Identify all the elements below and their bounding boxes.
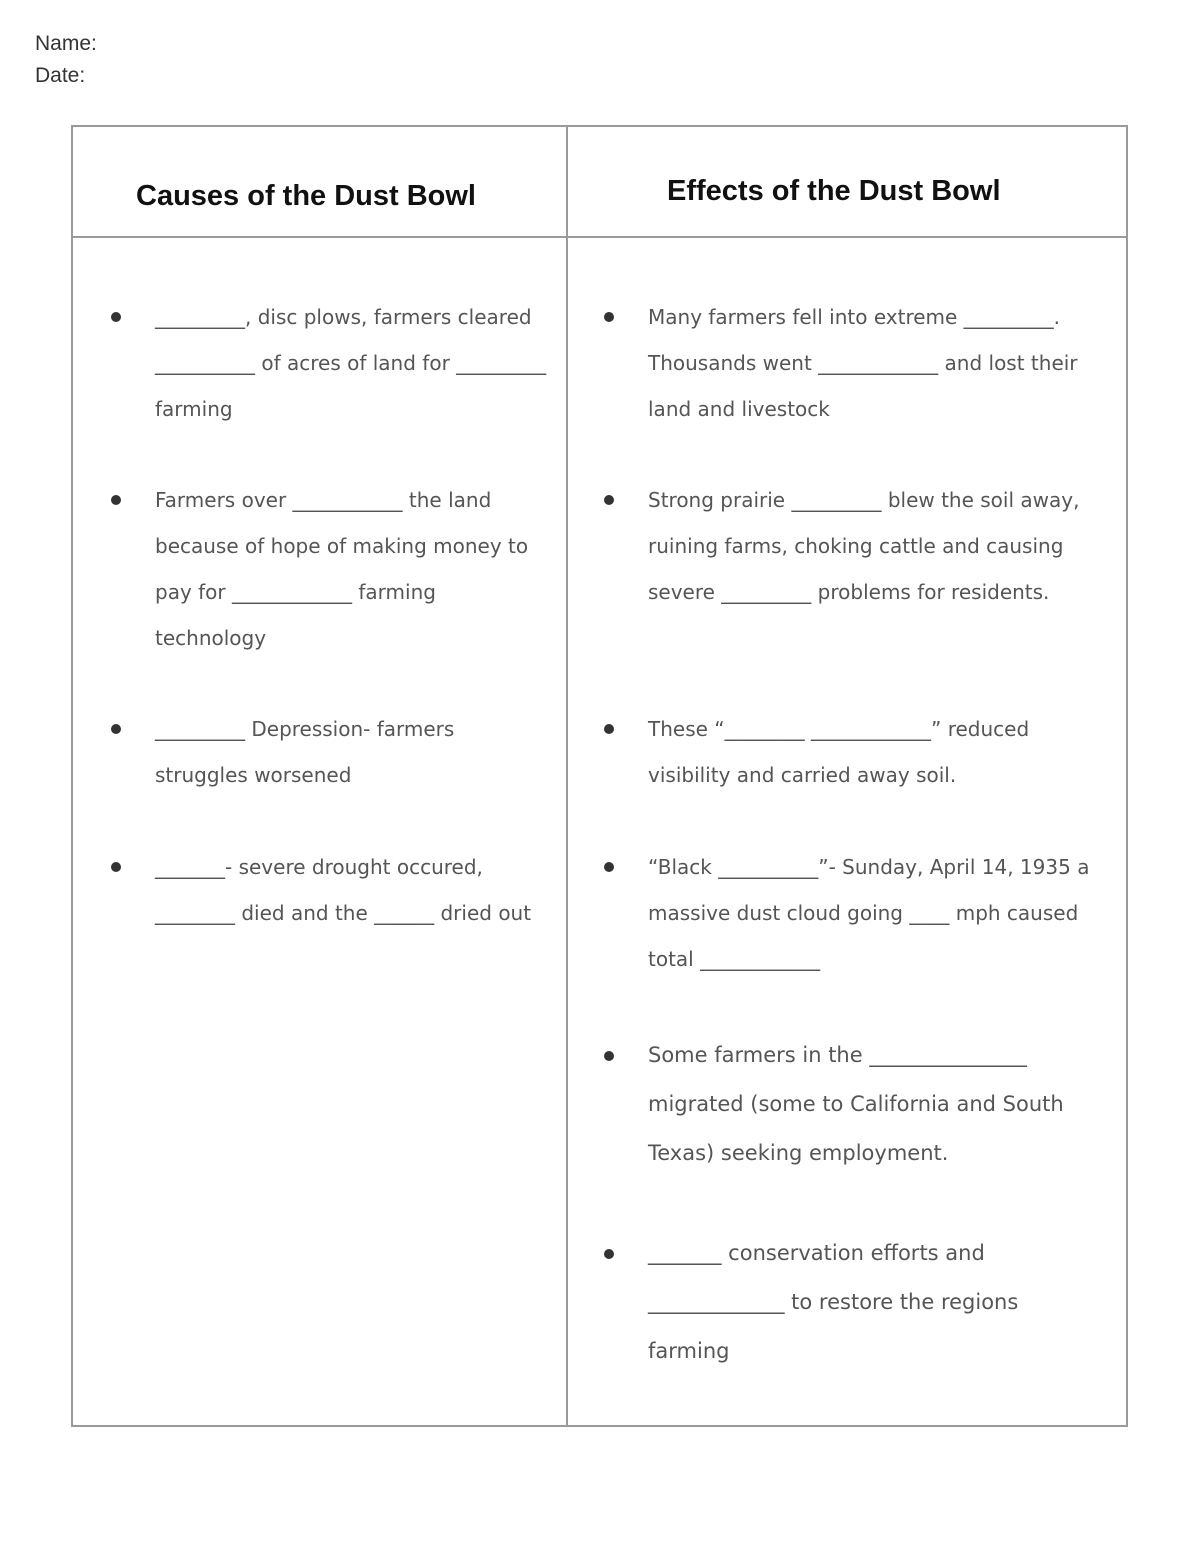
bullet-icon (604, 495, 614, 505)
effect-text: Strong prairie _________ blew the soil away, ruining farms, choking cattle and causing severe _________ problems for residents. (648, 488, 1080, 604)
bullet-icon (604, 1051, 614, 1061)
effect-item (600, 1031, 1100, 1229)
effect-text: Some farmers in the _______________ migrated (some to California and South Texas) seeking employment. (648, 1043, 1064, 1165)
bullet-icon (604, 724, 614, 734)
date-label: Date: (35, 64, 86, 87)
effect-text: These “________ ____________” reduced visibility and carried away soil. (648, 717, 1030, 787)
cause-text: _______- severe drought occured, ________ died and the ______ dried out (155, 855, 532, 925)
bullet-icon (604, 862, 614, 872)
cause-text: Farmers over ___________ the land because of hope of making money to pay for ____________ farming technology (155, 488, 529, 650)
effect-text: Many farmers fell into extreme _________. Thousands went ____________ and lost their land and livestock (648, 305, 1078, 421)
bullet-icon (111, 724, 121, 734)
effect-item (600, 844, 1100, 1031)
name-label: Name: (35, 32, 97, 55)
bullet-icon (111, 862, 121, 872)
cause-item (107, 844, 547, 984)
header-row-divider (73, 236, 1126, 238)
column-divider (566, 127, 568, 1425)
bullet-icon (604, 312, 614, 322)
effects-column-title: Effects of the Dust Bowl (667, 175, 1001, 207)
effects-list (600, 294, 1100, 1379)
bullet-icon (111, 495, 121, 505)
causes-effects-table (71, 125, 1128, 1427)
cause-text: _________ Depression- farmers struggles worsened (155, 717, 455, 787)
effect-item (600, 706, 1100, 844)
effect-item (600, 477, 1100, 706)
bullet-icon (604, 1249, 614, 1259)
cause-item (107, 294, 547, 477)
causes-column-title: Causes of the Dust Bowl (136, 180, 476, 212)
cause-text: _________, disc plows, farmers cleared __________ of acres of land for _________ farming (155, 305, 547, 421)
cause-item (107, 477, 547, 706)
causes-list (107, 294, 547, 984)
cause-item (107, 706, 547, 844)
bullet-icon (111, 312, 121, 322)
effect-item (600, 1229, 1100, 1379)
effect-item (600, 294, 1100, 477)
effect-text: _______ conservation efforts and _____________ to restore the regions farming (648, 1241, 1019, 1363)
effect-text: “Black __________”- Sunday, April 14, 1935 a massive dust cloud going ____ mph caused total ____________ (648, 855, 1090, 971)
